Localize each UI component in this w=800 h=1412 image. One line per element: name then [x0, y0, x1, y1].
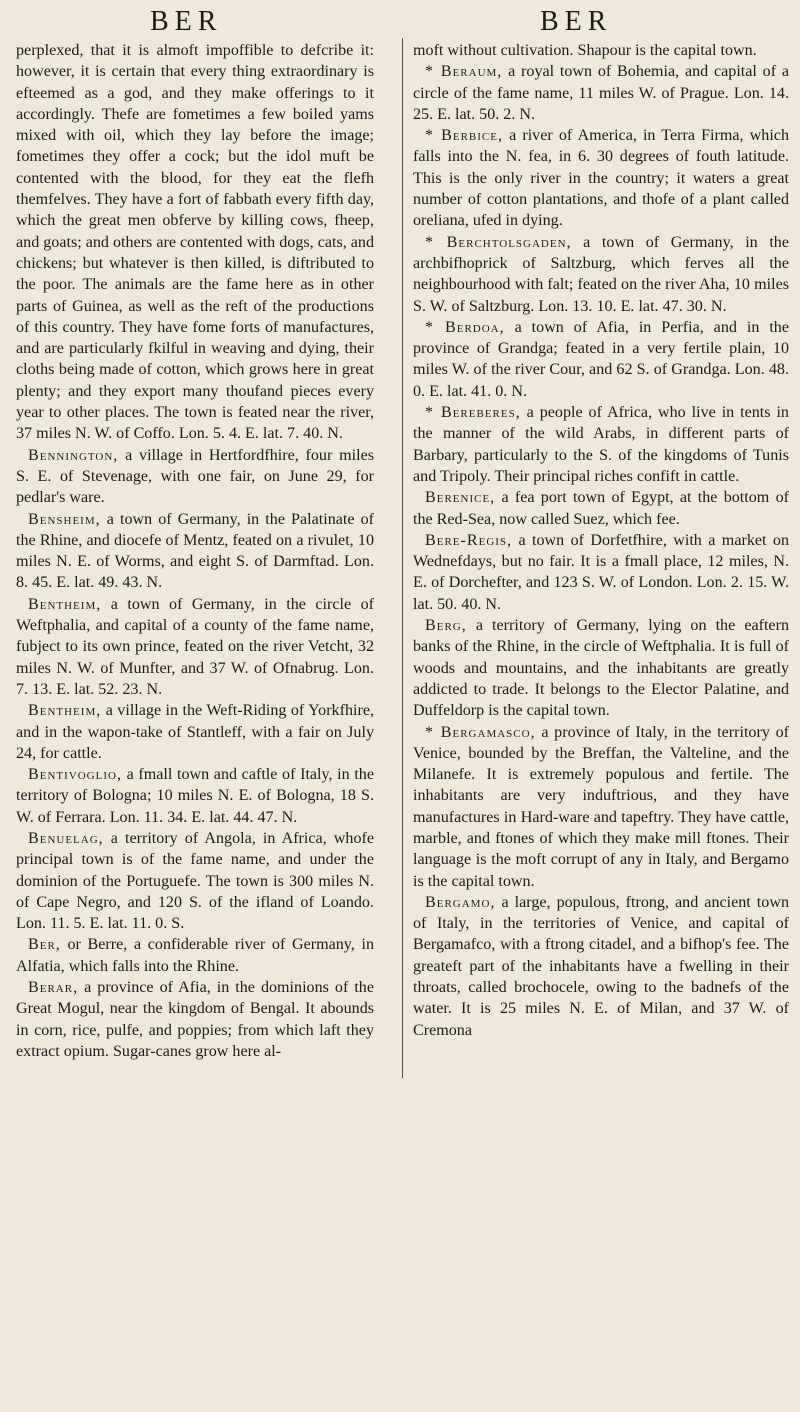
- dictionary-entry: [413, 61, 789, 125]
- dictionary-entry: [413, 125, 789, 231]
- entry-text: a province of Afia, in the dominions of the Great Mogul, near the kingdom of Bengal. It abounds in corn, rice, pulfe, and poppies; from which laft they extract opium. Sugar-canes grow here al-: [16, 979, 374, 1060]
- entry-text: a town of Germany, in the archbifhoprick of Saltzburg, which ferves all the neighbourhood with falt; feated on the river Aha, 10 miles S. W. of Saltzburg. Lon. 13. 10. E. lat. 47. 30. N.: [413, 233, 789, 315]
- entry-text: a large, populous, ftrong, and ancient town of Italy, in the territories of Venice, and capital of Bergamafco, with a ftrong citadel, and a bifhop's fee. The greateft part of the inhabitants have a fwelling in their throats, called brochocele, owing to the badnefs of the water. It is 25 miles N. E. of Milan, and 37 W. of Cremona: [413, 893, 789, 1039]
- dictionary-entry: [16, 977, 374, 1062]
- running-head-right: BER: [540, 6, 613, 37]
- dictionary-entry: [413, 317, 789, 402]
- entry-text: moft without cultivation. Shapour is the capital town.: [413, 42, 757, 59]
- dictionary-entry: [413, 402, 789, 487]
- entry-headword: Berenice,: [425, 489, 496, 507]
- entry-headword: Bennington,: [28, 446, 119, 464]
- entry-headword: * Berchtolsgaden,: [425, 233, 572, 251]
- entry-headword: Bentheim,: [28, 595, 102, 613]
- entry-text: or Berre, a confiderable river of Germany, in Alfatia, which falls into the Rhine.: [16, 936, 374, 975]
- entry-headword: * Bergamasco,: [425, 723, 536, 741]
- column-divider: [402, 38, 403, 1078]
- entry-headword: Berg,: [425, 617, 467, 635]
- dictionary-entry: [413, 892, 789, 1041]
- entry-headword: * Berdoa,: [425, 318, 505, 336]
- dictionary-entry: [413, 530, 789, 615]
- entry-text: a town of Afia, in Perfia, and in the province of Grandga; feated in a very fertile plain, 10 miles W. of the river Cour, and 62 S. of Grandga. Lon. 48. 0. E. lat. 41. 0. N.: [413, 318, 789, 400]
- entry-text: a province of Italy, in the territory of Venice, bounded by the Breffan, the Valteline, and the Milanefe. It is extremely populous and fertile. The inhabitants are very induftrious, and they have manufactures in Hard-ware and tapeftry. They have cattle, marble, and ftones of which they make mill ftones. Their language is the moft corrupt of any in Italy, and Bergamo is the capital town.: [413, 723, 789, 890]
- entry-text: perplexed, that it is almoft impoffible to defcribe it: however, it is certain that every thing extraordinary is efteemed as a god, and they make offerings to it accordingly. Thefe are fometimes a few boiled yams mixed with oil, which they lay before the image; fometimes they offer a cock; but the idol muft be contented with the blood, for they eat the flefh themfelves. They have a fort of fabbath every fifth day, which the great men obferve by killing cows, fheep, and goats; and others are contented with dogs, cats, and chickens; but whatever is then killed, is diftributed to the poor. The animals are the fame here as in other parts of Guinea, as well as the reft of the productions of this country. They have fome forts of manufactures, and are particularly fkilful in weaving and dying, their cloths being made of cotton, which grows here in great plenty; and they export many thoufand pieces every year to other places. The town is feated near the river, 37 miles N. W. of Coffo. Lon. 5. 4. E. lat. 7. 40. N.: [16, 42, 374, 443]
- entry-headword: Bensheim,: [28, 510, 101, 528]
- entry-text: a territory of Angola, in Africa, whofe principal town is of the fame name, and under the dominion of the Portuguefe. The town is 300 miles N. of Cape Negro, and 120 S. of the ifland of Loando. Lon. 11. 5. E. lat. 11. 0. S.: [16, 829, 374, 933]
- dictionary-entry: [413, 40, 789, 61]
- entry-text: a fea port town of Egypt, at the bottom of the Red-Sea, now called Suez, which fee.: [413, 489, 789, 528]
- entry-text: a town of Dorfetfhire, with a market on Wednefdays, but no fair. It is a fmall place, 12 miles, N. E. of Dorchefter, and 123 S. W. of London. Lon. 2. 15. W. lat. 50. 40. N.: [413, 531, 789, 613]
- entry-text: a people of Africa, who live in tents in the manner of the wild Arabs, in different parts of Barbary, particularly to the S. of the kingdoms of Tunis and Tripoly. Their principal riches confift in cattle.: [413, 404, 789, 485]
- dictionary-entry: [16, 764, 374, 828]
- dictionary-entry: [16, 828, 374, 934]
- entry-headword: Ber,: [28, 936, 61, 954]
- entry-text: a village in the Weft-Riding of Yorkfhire, and in the wapon-take of Stantleff, with a fair on July 24, for cattle.: [16, 702, 374, 762]
- entry-text: a fmall town and caftle of Italy, in the territory of Bologna; 10 miles N. E. of Bologna, 18 S. W. of Ferrara. Lon. 11. 34. E. lat. 44. 47. N.: [16, 766, 374, 826]
- entry-headword: Bentheim,: [28, 702, 102, 720]
- running-head-left: BER: [150, 6, 223, 37]
- entry-headword: * Bereberes,: [425, 404, 521, 422]
- entry-headword: Berar,: [28, 979, 79, 997]
- entry-text: a royal town of Bohemia, and capital of a circle of the fame name, 11 miles W. of Prague. Lon. 14. 25. E. lat. 50. 2. N.: [413, 63, 789, 123]
- dictionary-entry: [413, 722, 789, 892]
- dictionary-entry: [16, 509, 374, 594]
- entry-text: a river of America, in Terra Firma, which falls into the N. fea, in 6. 30 degrees of fouth latitude. This is the only river in the country; it waters a great number of cotton plantations, and thofe of a plant called oreliana, ufed in dying.: [413, 127, 789, 230]
- entry-text: a territory of Germany, lying on the eaftern banks of the Rhine, in the circle of Weftphalia. It is full of woods and mountains, and the inhabitants are greatly addicted to trade. It belongs to the Elector Palatine, and Duffeldorp is the capital town.: [413, 617, 789, 720]
- dictionary-entry: [16, 445, 374, 509]
- dictionary-entry: [413, 615, 789, 721]
- entry-headword: Bentivoglio,: [28, 766, 122, 784]
- dictionary-entry: [413, 487, 789, 530]
- entry-headword: Bere-Regis,: [425, 531, 513, 549]
- dictionary-entry: [16, 700, 374, 764]
- blank-lower-page: [0, 1090, 800, 1412]
- dictionary-entry: [16, 40, 374, 445]
- entry-headword: * Beraum,: [425, 63, 503, 81]
- entry-text: a town of Germany, in the Palatinate of the Rhine, and diocefe of Mentz, feated on a rivulet, 10 miles N. E. of Worms, and eight S. of Darmftad. Lon. 8. 45. E. lat. 49. 43. N.: [16, 510, 374, 592]
- entry-headword: Benuelag,: [28, 829, 104, 847]
- dictionary-entry: [16, 934, 374, 977]
- dictionary-entry: [16, 594, 374, 700]
- entry-headword: * Berbice,: [425, 127, 504, 145]
- dictionary-entry: [413, 232, 789, 317]
- entry-headword: Bergamo,: [425, 893, 496, 911]
- entry-text: a village in Hertfordfhire, four miles S. E. of Stevenage, with one fair, on June 29, for pedlar's ware.: [16, 446, 374, 507]
- entry-text: a town of Germany, in the circle of Weftphalia, and capital of a county of the fame name, fubject to its own prince, feated on the river Vetcht, 32 miles N. W. of Munfter, and 37 W. of Ofnabrug. Lon. 7. 13. E. lat. 52. 23. N.: [16, 595, 374, 698]
